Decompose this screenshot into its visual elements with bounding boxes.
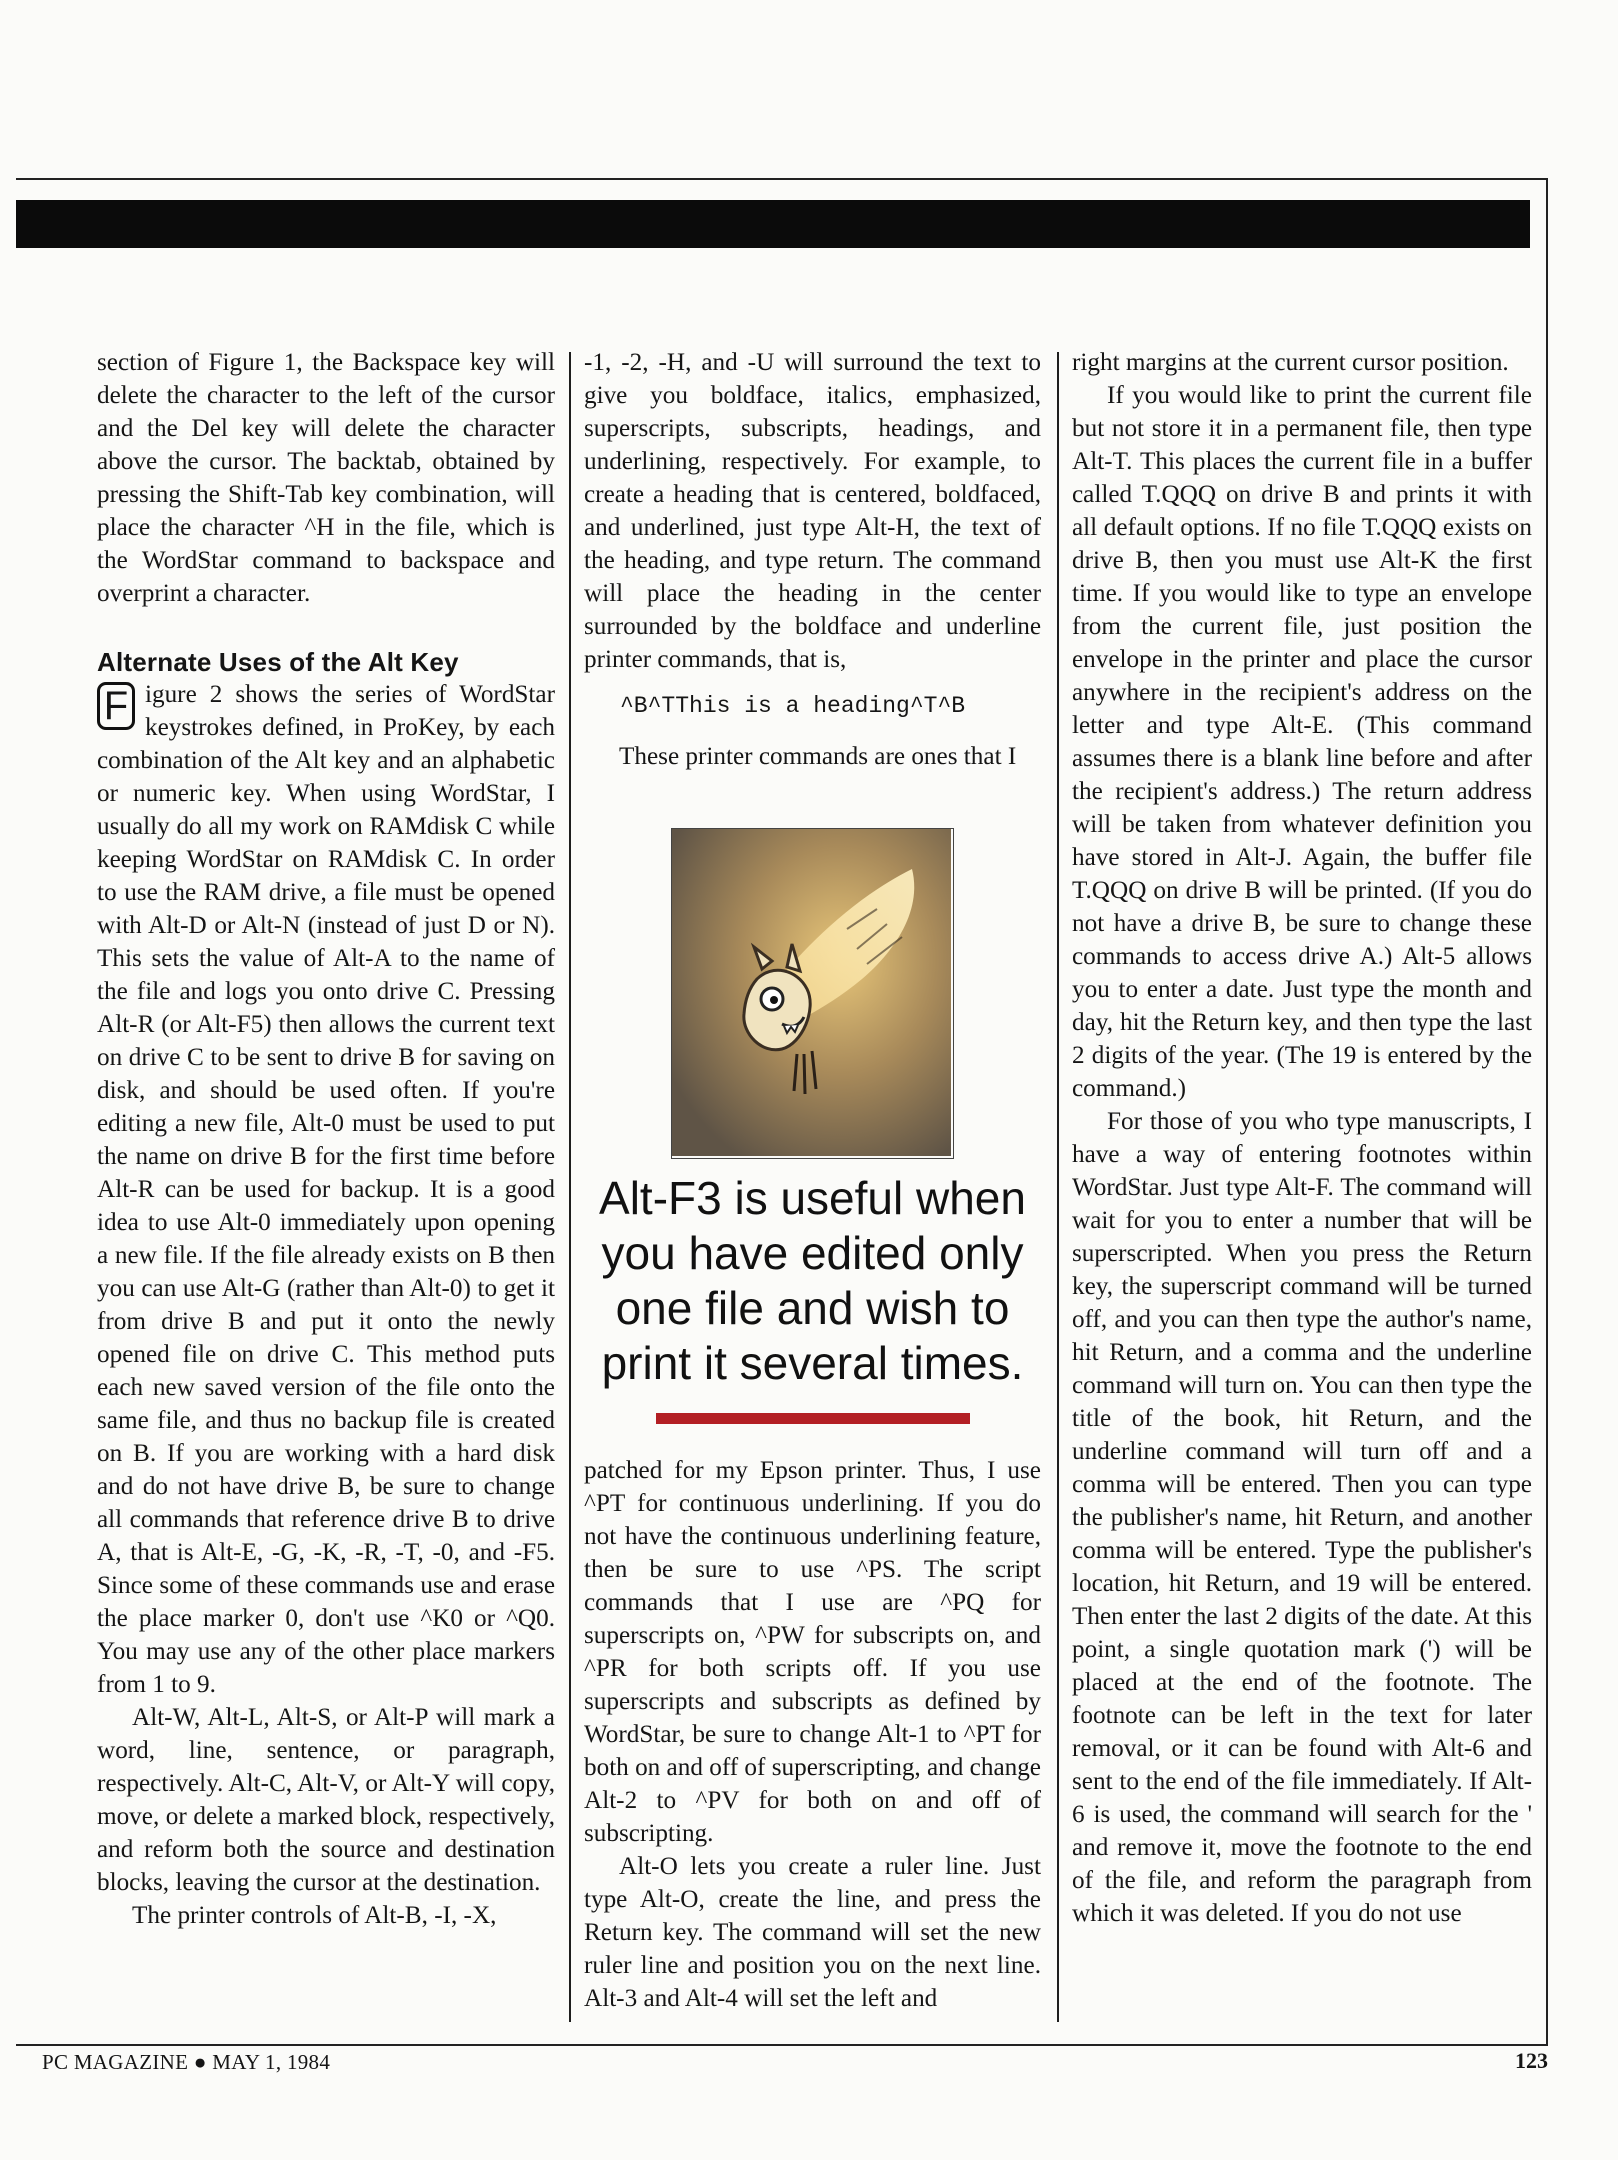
page-frame-right-rule bbox=[1546, 178, 1548, 2044]
illustration-creature-icon bbox=[672, 829, 951, 1156]
col1-paragraph-4: The printer controls of Alt-B, -I, -X, bbox=[132, 1902, 497, 1929]
col1-paragraph-3: Alt-W, Alt-L, Alt-S, or Alt-P will mark a word, line, sentence, or paragraph, respectively. Alt-C, Alt-V, or Alt-Y will copy, move, or delete a marked block, respectively, and reform both the source and destination blocks, leaving the cursor at the destination. bbox=[97, 1704, 555, 1896]
header-black-bar bbox=[16, 200, 1530, 248]
pull-quote: Alt-F3 is useful when you have edited only one file and wish to print it several times. bbox=[599, 1172, 1026, 1389]
section-heading: Alternate Uses of the Alt Key bbox=[97, 647, 459, 677]
col1-paragraph-2-text: igure 2 shows the series of WordStar keystrokes defined, in ProKey, by each combination of the Alt key and an alphabetic or numeric key. When using WordStar, I usually do all my work on RAMdisk C while keeping WordStar on RAMdisk C. In order to use the RAM drive, a file must be opened with Alt-D or Alt-N (instead of just D or N). This sets the value of Alt-A to the name of the file and logs you onto drive C. Pressing Alt-R (or Alt-F5) then allows the current text on drive C to be sent to drive B for saving on disk, and should be used often. If you're editing a new file, Alt-0 must be used to put the name on drive B for the first time before Alt-R can be used for backup. It is a good idea to use Alt-0 immediately upon opening a new file. If the file already exists on B then you can use Alt-G (rather than Alt-0) to get it from drive B and put it onto the newly opened file on drive C. This method puts each new saved version of the file onto the same file, and thus no backup file is created on B. If you are working with a hard disk and do not have drive B, be sure to change all commands that reference drive B to drive A, that is Alt-E, -G, -K, -R, -T, -0, and -F5. Since some of these commands use and erase the place marker 0, don't use ^K0 or ^Q0. You may use any of the other place markers from 1 to 9. bbox=[97, 681, 555, 1698]
page-number: 123 bbox=[1515, 2048, 1548, 2073]
drop-cap-letter: F bbox=[97, 682, 135, 730]
col2-paragraph-1: -1, -2, -H, and -U will surround the text to give you boldface, italics, emphasized, superscripts, subscripts, headings, and underlining, respectively. For example, to create a heading that is centered, boldfaced, and underlined, just type Alt-H, the text of the heading, and type return. The command will place the heading in the center surrounded by the boldface and underline printer commands, that is, bbox=[584, 349, 1041, 673]
column-2 bbox=[584, 346, 1041, 2015]
page-frame-top-rule bbox=[16, 178, 1548, 180]
pull-quote-red-bar bbox=[656, 1413, 970, 1424]
col2-paragraph-3: patched for my Epson printer. Thus, I use ^PT for continuous underlining. If you do not have the continuous underlining feature, then be sure to use ^PS. The script commands that I use are ^PQ for superscripts on, ^PW for subscripts on, and ^PR for both scripts off. If you use superscripts and subscripts as defined by WordStar, be sure to change Alt-1 to ^PT for both on and off of superscripting, and change Alt-2 to ^PV for both on and off of subscripting. bbox=[584, 1457, 1041, 1847]
col3-paragraph-1: right margins at the current cursor position. bbox=[1072, 349, 1509, 376]
col3-paragraph-3: For those of you who type manuscripts, I have a way of entering footnotes within WordStar. Just type Alt-F. The command will wait for you to enter a number that will be superscripted. When you press the Return key, the superscript command will be turned off, and you can then type the author's name, hit Return, and a comma and the underline command will turn on. You can then type the title of the book, hit Return, and the underline command will turn off and a comma will be entered. Then you can type the publisher's name, hit Return, and another comma will be entered. Type the publisher's location, hit Return, and 19 will be entered. Then enter the last 2 digits of the date. At this point, a single quotation mark (') will be placed at the end of the footnote. The footnote can be left in the text for later removal, or it can be found with Alt-6 and sent to the end of the file immediately. If Alt-6 is used, the command will search for the ' and remove it, move the footnote to the end of the file, and reform the paragraph from which it was deleted. If you do not use bbox=[1072, 1108, 1532, 1927]
col2-paragraph-4: Alt-O lets you create a ruler line. Just type Alt-O, create the line, and press the Return key. The command will set the new ruler line and position you on the next line. Alt-3 and Alt-4 will set the left and bbox=[584, 1853, 1041, 2012]
footer-rule bbox=[16, 2044, 1548, 2046]
footer-publication: PC MAGAZINE ● MAY 1, 1984 bbox=[42, 2050, 331, 2074]
col1-paragraph-1: section of Figure 1, the Backspace key will delete the character to the left of the cursor and the Del key will delete the character above the cursor. The backtab, obtained by pressing the Shift-Tab key combination, will place the character ^H in the file, which is the WordStar command to backspace and overprint a character. bbox=[97, 349, 555, 607]
col2-paragraph-2: These printer commands are ones that I bbox=[619, 743, 1017, 770]
illustration-image bbox=[671, 828, 954, 1159]
code-example: ^B^TThis is a heading^T^B bbox=[620, 693, 966, 719]
column-3 bbox=[1072, 346, 1532, 1930]
column-1 bbox=[97, 346, 555, 1932]
column-divider-1 bbox=[569, 352, 571, 2022]
col3-paragraph-2: If you would like to print the current file but not store it in a permanent file, then type Alt-T. This places the current file in a buffer called T.QQQ on drive B and prints it with all default options. If no file T.QQQ exists on drive B, then you must use Alt-K the first time. If you would like to type an envelope from the current file, just position the envelope in the printer and place the cursor anywhere in the recipient's address on the letter and type Alt-E. (This command assumes there is a blank line before and after the recipient's address.) The return address will be taken from whatever definition you have stored in Alt-J. Again, the buffer file T.QQQ on drive B will be printed. (If you do not have a drive B, be sure to change these commands to access drive A.) Alt-5 allows you to enter a date. Just type the month and day, hit the Return key, and then type the last 2 digits of the year. (The 19 is entered by the command.) bbox=[1072, 382, 1532, 1102]
column-divider-2 bbox=[1057, 352, 1059, 2022]
col1-paragraph-2 bbox=[97, 678, 555, 1701]
